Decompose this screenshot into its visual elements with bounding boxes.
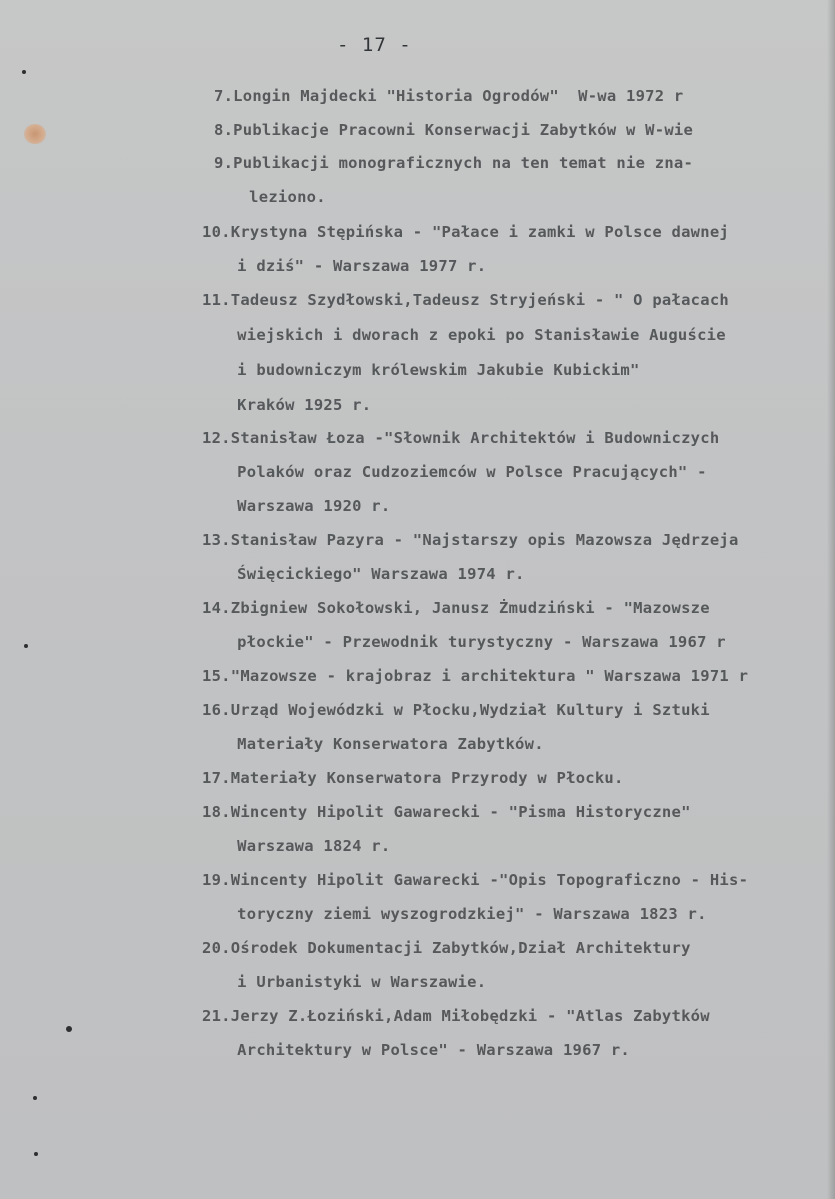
bibliography-entry-continuation: Polaków oraz Cudzoziemców w Polsce Pracujących" - xyxy=(218,463,707,481)
bibliography-entry: 15."Mazowsze - krajobraz i architektura " Warszawa 1971 r xyxy=(202,667,749,685)
bibliography-entry-continuation: i Urbanistyki w Warszawie. xyxy=(218,973,487,991)
punch-mark xyxy=(66,1026,72,1032)
bibliography-entry: 20.Ośrodek Dokumentacji Zabytków,Dział Architektury xyxy=(202,939,691,957)
bibliography-entry-continuation: Warszawa 1824 r. xyxy=(218,837,391,855)
bibliography-entry: 14.Zbigniew Sokołowski, Janusz Żmudziński - "Mazowsze xyxy=(202,599,710,617)
bibliography-entry-continuation: i dziś" - Warszawa 1977 r. xyxy=(218,257,487,275)
bibliography-entry-continuation: płockie" - Przewodnik turystyczny - Warszawa 1967 r xyxy=(218,633,726,651)
bibliography-entry-continuation: Architektury w Polsce" - Warszawa 1967 r. xyxy=(218,1041,631,1059)
bibliography-entry: 7.Longin Majdecki "Historia Ogrodów" W-wa 1972 r xyxy=(214,87,684,105)
bibliography-entry: 10.Krystyna Stępińska - "Pałace i zamki w Polsce dawnej xyxy=(202,223,729,241)
bibliography-entry-continuation: i budowniczym królewskim Jakubie Kubickim" xyxy=(218,361,640,379)
bibliography-entry: 11.Tadeusz Szydłowski,Tadeusz Stryjeński - " O pałacach xyxy=(202,291,729,309)
bibliography-entry: 13.Stanisław Pazyra - "Najstarszy opis Mazowsza Jędrzeja xyxy=(202,531,739,549)
bibliography-entry: 17.Materiały Konserwatora Przyrody w Płocku. xyxy=(202,769,624,787)
bibliography-entry: 21.Jerzy Z.Łoziński,Adam Miłobędzki - "Atlas Zabytków xyxy=(202,1007,710,1025)
bibliography-entry: 12.Stanisław Łoza -"Słownik Architektów i Budowniczych xyxy=(202,429,720,447)
page-number: - 17 - xyxy=(337,34,412,56)
bibliography-entry: 19.Wincenty Hipolit Gawarecki -"Opis Topograficzno - His- xyxy=(202,871,749,889)
punch-mark xyxy=(24,644,28,648)
bibliography-entry-continuation: Warszawa 1920 r. xyxy=(218,497,391,515)
bibliography-entry-continuation: Święcickiego" Warszawa 1974 r. xyxy=(218,565,525,583)
punch-mark xyxy=(22,70,26,74)
punch-mark xyxy=(34,1152,38,1156)
bibliography-entry-continuation: Materiały Konserwatora Zabytków. xyxy=(218,735,544,753)
bibliography-entry: 16.Urząd Wojewódzki w Płocku,Wydział Kultury i Sztuki xyxy=(202,701,710,719)
punch-mark xyxy=(33,1096,37,1100)
bibliography-entry-continuation: Kraków 1925 r. xyxy=(218,396,372,414)
bibliography-entry: 8.Publikacje Pracowni Konserwacji Zabytków w W-wie xyxy=(214,121,694,139)
bibliography-entry: 18.Wincenty Hipolit Gawarecki - "Pisma Historyczne" xyxy=(202,803,691,821)
bibliography-entry-continuation: toryczny ziemi wyszogrodzkiej" - Warszawa 1823 r. xyxy=(218,905,707,923)
bibliography-entry-continuation: leziono. xyxy=(230,188,326,206)
bibliography-entry: 9.Publikacji monograficznych na ten temat nie zna- xyxy=(214,154,694,172)
bibliography-entry-continuation: wiejskich i dworach z epoki po Stanisławie Auguście xyxy=(218,326,726,344)
